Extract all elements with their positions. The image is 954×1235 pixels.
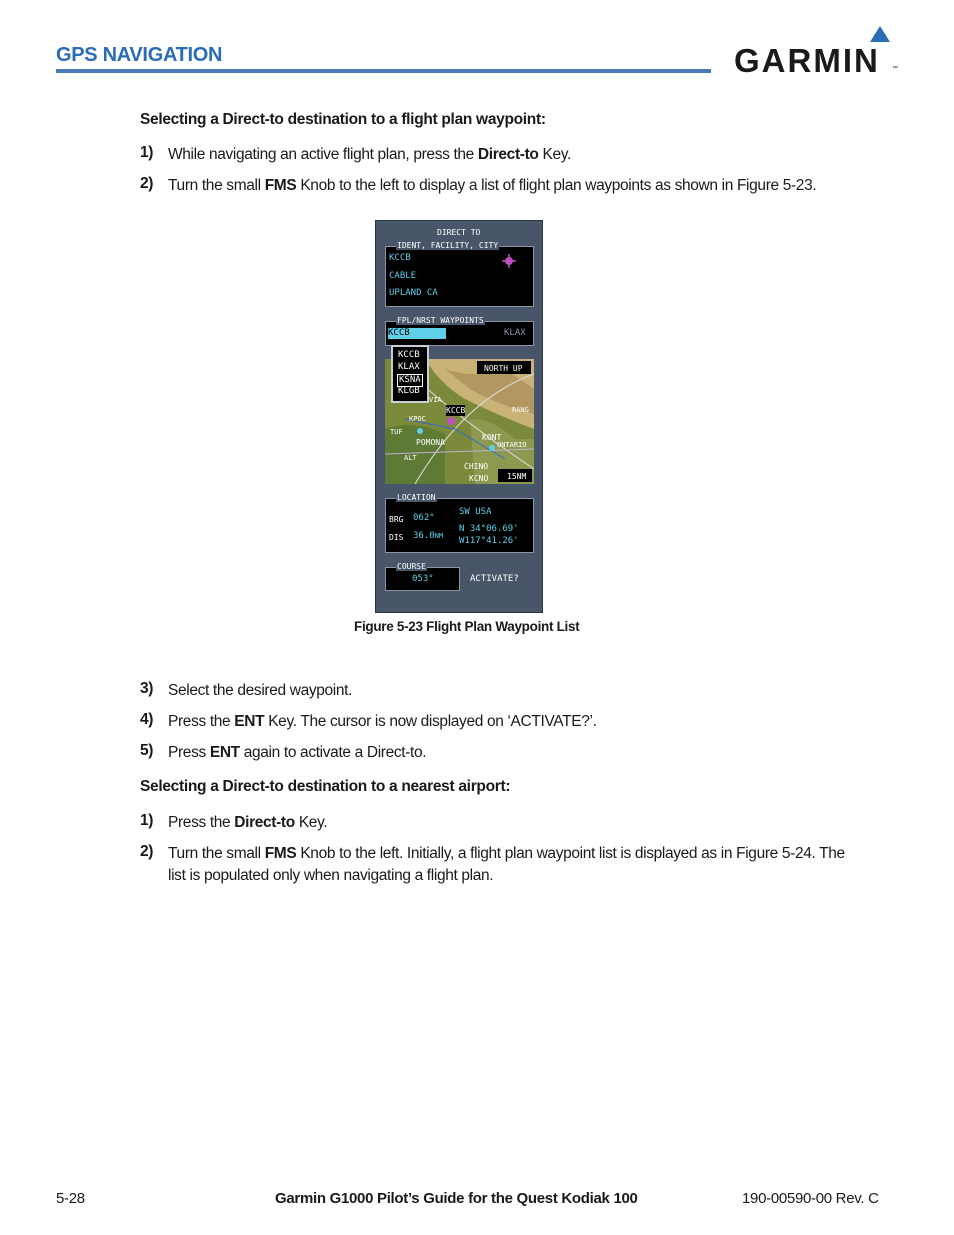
- map-label-kccb: KCCB: [446, 406, 466, 415]
- header-rule: [56, 69, 711, 73]
- map-label-rang: RANG: [512, 406, 529, 414]
- fpl-label: FPL/NRST WAYPOINTS: [397, 316, 484, 325]
- section-title: GPS NAVIGATION: [56, 44, 223, 66]
- city-value: UPLAND CA: [389, 288, 438, 298]
- map-label-kcno: KCNO: [469, 474, 489, 483]
- fpl-other-waypoint: KLAX: [504, 328, 526, 338]
- step-text: While navigating an active flight plan, press the Direct-to Key.: [168, 146, 571, 163]
- step-number: 5): [140, 742, 154, 759]
- location-label: LOCATION: [397, 493, 436, 502]
- ident-value[interactable]: KCCB: [389, 253, 411, 263]
- step-number: 1): [140, 812, 154, 829]
- activate-button[interactable]: ACTIVATE?: [470, 574, 519, 584]
- map-label-alt: ALT: [404, 454, 417, 462]
- document-number: 190-00590-00 Rev. C: [742, 1190, 879, 1207]
- map-label-ontario: ONTARIO: [497, 441, 527, 449]
- step-number: 4): [140, 711, 154, 728]
- step-number: 2): [140, 843, 154, 860]
- map-label-via: VIA: [429, 396, 442, 404]
- heading-flight-plan-waypoint: Selecting a Direct-to destination to a flight plan waypoint:: [140, 111, 546, 128]
- step-number: 3): [140, 680, 154, 697]
- step-text: Turn the small FMS Knob to the left. Initially, a flight plan waypoint list is displayed as in Figure 5-24. The list is populated only when navigating a flight plan.: [168, 845, 845, 884]
- footer-title: Garmin G1000 Pilot’s Guide for the Quest Kodiak 100: [275, 1190, 638, 1207]
- waypoint-list-item[interactable]: KLAX: [398, 362, 420, 372]
- step-text: Press ENT again to activate a Direct-to.: [168, 744, 427, 761]
- window-title: DIRECT TO: [437, 228, 481, 237]
- step-text: Press the ENT Key. The cursor is now displayed on ‘ACTIVATE?’.: [168, 713, 597, 730]
- map-range-label: 15NM: [507, 472, 527, 481]
- map-label-pomona: POMONA: [416, 438, 445, 447]
- waypoint-list-item[interactable]: KSNA: [399, 375, 421, 385]
- step-number: 2): [140, 175, 154, 192]
- map-label-chino: CHINO: [464, 462, 489, 471]
- map-label-tuf: TUF: [390, 428, 403, 436]
- longitude-value: W117°41.26': [459, 536, 519, 546]
- brg-value: 062°: [413, 513, 435, 523]
- step-number: 1): [140, 144, 154, 161]
- map-label-kpoc: KPOC: [409, 415, 426, 423]
- course-label: COURSE: [397, 562, 426, 571]
- brg-label: BRG: [389, 515, 404, 524]
- latitude-value: N 34°06.69': [459, 524, 519, 534]
- facility-value: CABLE: [389, 271, 417, 281]
- map-label-kont: KONT: [482, 433, 502, 442]
- page-number: 5-28: [56, 1190, 85, 1207]
- dis-value: 36.0NM: [413, 531, 444, 541]
- logo-wordmark: GARMIN: [734, 42, 880, 79]
- region-value: SW USA: [459, 507, 492, 517]
- logo-trademark: ™: [892, 66, 898, 72]
- step-text: Press the Direct-to Key.: [168, 814, 328, 831]
- step-text: Select the desired waypoint.: [168, 682, 353, 699]
- heading-nearest-airport: Selecting a Direct-to destination to a nearest airport:: [140, 778, 511, 795]
- ident-label: IDENT, FACILITY, CITY: [397, 241, 499, 250]
- figure-caption: Figure 5-23 Flight Plan Waypoint List: [354, 619, 580, 634]
- course-value[interactable]: 053°: [412, 574, 434, 584]
- step-text: Turn the small FMS Knob to the left to display a list of flight plan waypoints as shown in Figure 5-23.: [168, 177, 817, 194]
- dis-label: DIS: [389, 533, 404, 542]
- garmin-logo: [734, 26, 904, 79]
- airport-symbol-icon: [502, 254, 516, 268]
- north-up-label: NORTH UP: [484, 364, 523, 373]
- waypoint-list-item[interactable]: KLGB: [398, 386, 420, 396]
- waypoint-list-item[interactable]: KCCB: [398, 350, 420, 360]
- direct-to-window: [375, 220, 543, 613]
- fpl-selected-field[interactable]: KCCB: [388, 328, 446, 339]
